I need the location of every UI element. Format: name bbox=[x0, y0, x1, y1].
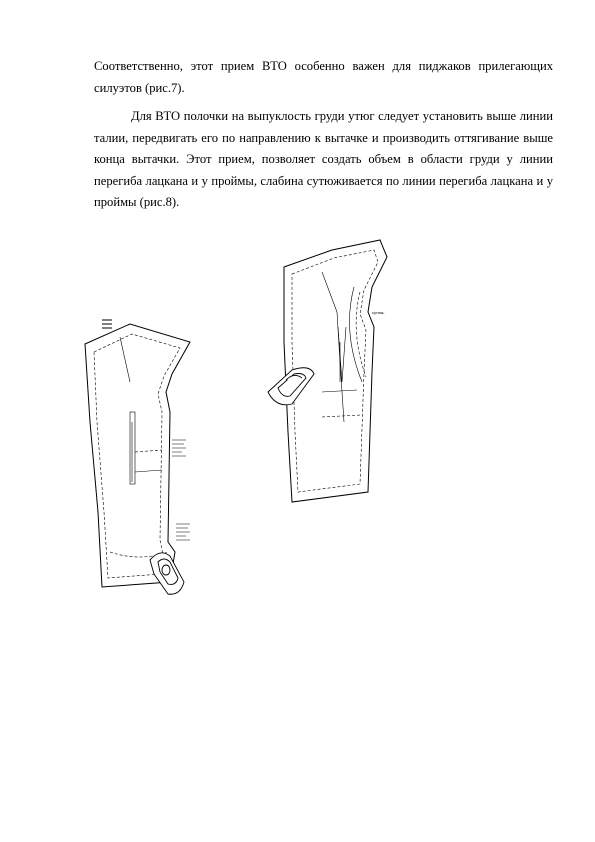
iron-icon bbox=[150, 553, 184, 594]
iron-icon bbox=[268, 368, 314, 405]
figure-7-pattern-illustration bbox=[80, 312, 215, 602]
paragraph-1: Соответственно, этот прием ВТО особенно важен для пиджаков прилегающих силуэтов (рис.7). bbox=[94, 59, 553, 95]
paragraph-2: Для ВТО полочки на выпуклость груди утюг следует установить выше линии талии, передвигать его по направлению к вытачке и производить оттягивание выше конца вытачки. Этот прием, позволяет создать объем в области груди у линии перегиба лацкана и у проймы, слабина сутюживается по линии перегиба лацкана и у проймы (рис.8). bbox=[94, 109, 553, 209]
svg-text:сутюж.: сутюж. bbox=[372, 310, 385, 315]
figure-8-pattern-illustration bbox=[262, 232, 402, 522]
jacket-front-pattern-icon bbox=[85, 320, 190, 587]
